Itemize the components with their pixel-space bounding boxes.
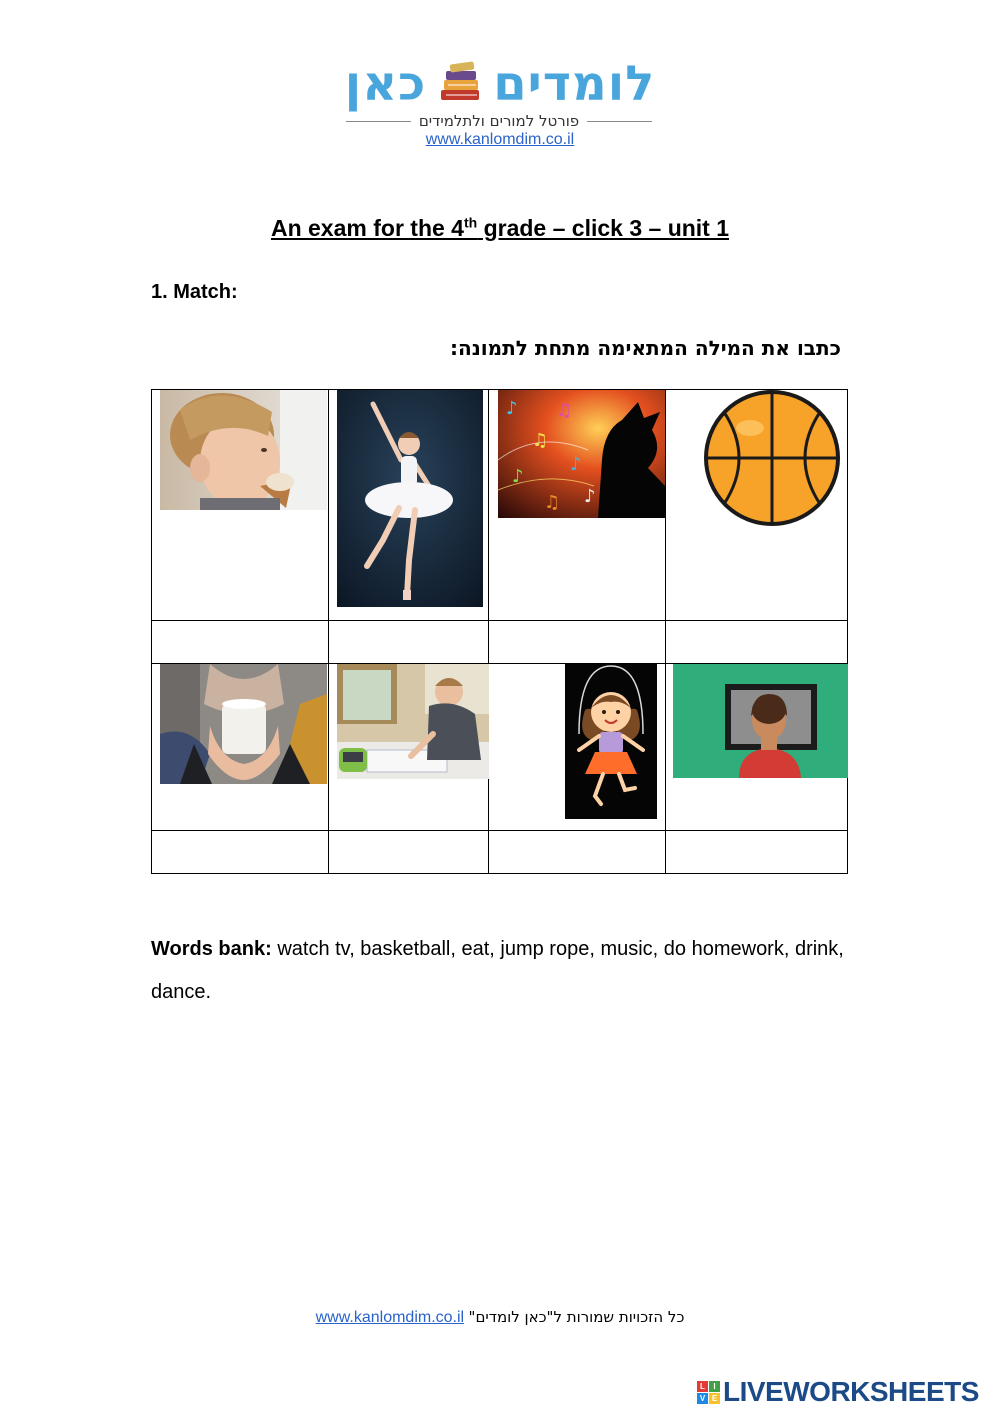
answer-cell-1[interactable] bbox=[152, 621, 328, 663]
title-superscript: th bbox=[463, 214, 478, 230]
divider bbox=[587, 121, 652, 122]
answer-cell-2[interactable] bbox=[329, 621, 488, 663]
matching-table bbox=[151, 389, 848, 874]
mark-letter: L bbox=[697, 1381, 708, 1392]
mark-letter: I bbox=[709, 1381, 720, 1392]
question-instruction: כתבו את המילה המתאימה מתחת לתמונה: bbox=[449, 336, 841, 360]
boy-eating-ice-cream-image bbox=[160, 390, 327, 510]
answer-cell-7[interactable] bbox=[489, 831, 665, 873]
ballet-dancer-image bbox=[337, 390, 483, 607]
page-title bbox=[0, 214, 1000, 242]
answer-cell-4[interactable] bbox=[666, 621, 847, 663]
answer-cell-6[interactable] bbox=[329, 831, 488, 873]
basketball-image bbox=[702, 390, 842, 528]
title-text-end: grade – click 3 – unit 1 bbox=[477, 214, 730, 241]
liveworksheets-mark-icon bbox=[697, 1381, 720, 1404]
mark-letter: V bbox=[697, 1393, 708, 1404]
mark-letter: E bbox=[709, 1393, 720, 1404]
music-notes-image bbox=[498, 390, 665, 518]
boy-doing-homework-image bbox=[337, 664, 489, 779]
girl-jump-rope-image bbox=[565, 664, 657, 819]
svg-text:♪: ♪ bbox=[570, 454, 582, 475]
words-bank-label: Words bank: bbox=[151, 938, 272, 960]
title-text-start: An exam for the 4 bbox=[270, 214, 464, 241]
boy-watching-tv-image bbox=[673, 664, 848, 778]
logo-word-right: כאן bbox=[344, 56, 427, 112]
svg-text:♫: ♫ bbox=[556, 400, 573, 421]
logo-word-left: לומדים bbox=[493, 56, 656, 112]
divider bbox=[346, 121, 411, 122]
header-url-link[interactable]: www.kanlomdim.co.il bbox=[425, 131, 575, 148]
liveworksheets-wordmark: LIVEWORKSHEETS bbox=[723, 1376, 979, 1407]
footer-url-link[interactable]: www.kanlomdim.co.il bbox=[315, 1309, 465, 1326]
answer-cell-5[interactable] bbox=[152, 831, 328, 873]
books-icon bbox=[437, 60, 483, 109]
hands-holding-cup-image bbox=[160, 664, 327, 784]
footer-rights: כל הזכויות שמורות ל"כאן לומדים" bbox=[468, 1308, 685, 1326]
answer-cell-3[interactable] bbox=[489, 621, 665, 663]
svg-text:♪: ♪ bbox=[512, 466, 524, 487]
svg-text:♫: ♫ bbox=[544, 492, 561, 513]
liveworksheets-logo bbox=[697, 1376, 979, 1408]
svg-text:♫: ♫ bbox=[532, 430, 549, 451]
page-footer bbox=[0, 1308, 1000, 1327]
logo-tagline: פורטל למורים ולתלמידים bbox=[418, 112, 580, 130]
logo-tagline-row bbox=[346, 112, 652, 130]
answer-cell-8[interactable] bbox=[666, 831, 847, 873]
svg-text:♪: ♪ bbox=[584, 486, 596, 507]
words-bank bbox=[151, 928, 851, 1014]
words-bank-text: watch tv, basketball, eat, jump rope, music, do homework, drink, dance. bbox=[151, 938, 844, 1003]
question-label: 1. Match: bbox=[151, 281, 238, 303]
site-logo bbox=[0, 56, 1000, 112]
svg-text:♪: ♪ bbox=[506, 398, 518, 419]
